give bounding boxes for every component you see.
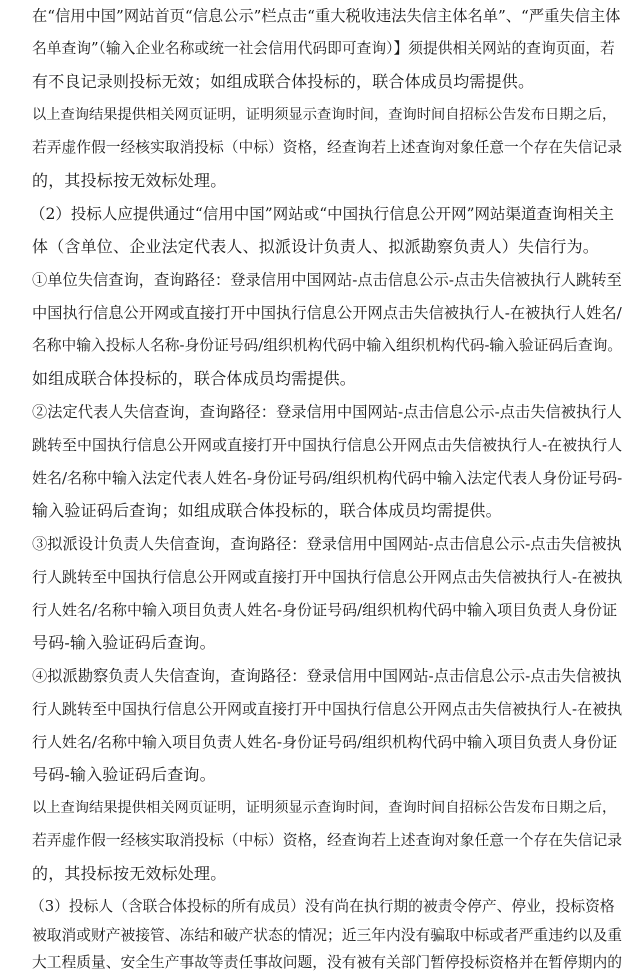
text-line: ①单位失信查询，查询路径：登录信用中国网站-点击信息公示-点击失信被执行人跳转至 [32,271,622,289]
text-line: 以上查询结果提供相关网页证明，证明须显示查询时间，查询时间自招标公告发布日期之后， [32,800,617,816]
text-line: 输入验证码后查询；如组成联合体投标的，联合体成员均需提供。 [32,501,502,520]
text-line: 体（含单位、企业法定代表人、拟派设计负责人、拟派勘察负责人）失信行为。 [32,237,600,256]
text-line: 若弄虚作假一经核实取消投标（中标）资格，经查询若上述查询对象任意一个存在失信记录 [32,832,622,849]
text-line: 有不良记录则投标无效；如组成联合体投标的，联合体成员均需提供。 [32,72,535,91]
text-line: 的，其投标按无效标处理。 [32,171,227,190]
text-line: 号码-输入验证码后查询。 [32,633,216,652]
text-line: 号码-输入验证码后查询。 [32,765,216,784]
text-line: 中国执行信息公开网或直接打开中国执行信息公开网点击失信被执行人-在被执行人姓名/ [32,304,622,322]
text-line: 以上查询结果提供相关网页证明，证明须显示查询时间，查询时间自招标公告发布日期之后， [32,107,617,123]
text-line: 名单查询”（输入企业名称或统一社会信用代码即可查询）】须提供相关网站的查询页面，若 [32,40,615,57]
text-line: 被取消或财产被接管、冻结和破产状态的情况；近三年内没有骗取中标或者严重违约以及重 [32,927,622,944]
text-line: 跳转至中国执行信息公开网或直接打开中国执行信息公开网点击失信被执行人-在被执行人 [32,436,623,454]
text-line: ③拟派设计负责人失信查询，查询路径：登录信用中国网站-点击信息公示-点击失信被执 [32,535,622,553]
text-line: 的，其投标按无效标处理。 [32,864,227,883]
text-line: 行人跳转至中国执行信息公开网或直接打开中国执行信息公开网点击失信被执行人-在被执 [32,568,623,586]
text-line: 在“信用中国”网站首页“信息公示”栏点击“重大税收违法失信主体名单”、“严重失信主体 [32,7,621,25]
text-line: ②法定代表人失信查询，查询路径：登录信用中国网站-点击信息公示-点击失信被执行人 [32,403,622,421]
text-line: （2）投标人应提供通过“信用中国”网站或“中国执行信息公开网”网站渠道查询相关主 [30,205,615,223]
text-line: 行人姓名/名称中输入项目负责人姓名-身份证号码/组织机构代码中输入项目负责人身份证 [32,601,618,619]
text-line: 大工程质量、安全生产事故等责任事故问题，没有被有关部门暂停投标资格并在暂停期内的 [32,954,622,971]
text-line: 行人姓名/名称中输入项目负责人姓名-身份证号码/组织机构代码中输入项目负责人身份证 [32,733,618,751]
text-line: ④拟派勘察负责人失信查询，查询路径：登录信用中国网站-点击信息公示-点击失信被执 [32,667,622,685]
text-line: （3）投标人（含联合体投标的所有成员）没有尚在执行期的被责令停产、停业，投标资格 [30,898,615,915]
text-line: 若弄虚作假一经核实取消投标（中标）资格，经查询若上述查询对象任意一个存在失信记录 [32,139,622,156]
text-line: 如组成联合体投标的，联合体成员均需提供。 [32,369,357,388]
text-line: 姓名/名称中输入法定代表人姓名-身份证号码/组织机构代码中输入法定代表人身份证号码- [32,469,623,487]
text-line: 名称中输入投标人名称-身份证号码/组织机构代码中输入组织机构代码-输入验证码后查询。 [32,337,623,354]
text-line: 行人跳转至中国执行信息公开网或直接打开中国执行信息公开网点击失信被执行人-在被执 [32,700,623,718]
